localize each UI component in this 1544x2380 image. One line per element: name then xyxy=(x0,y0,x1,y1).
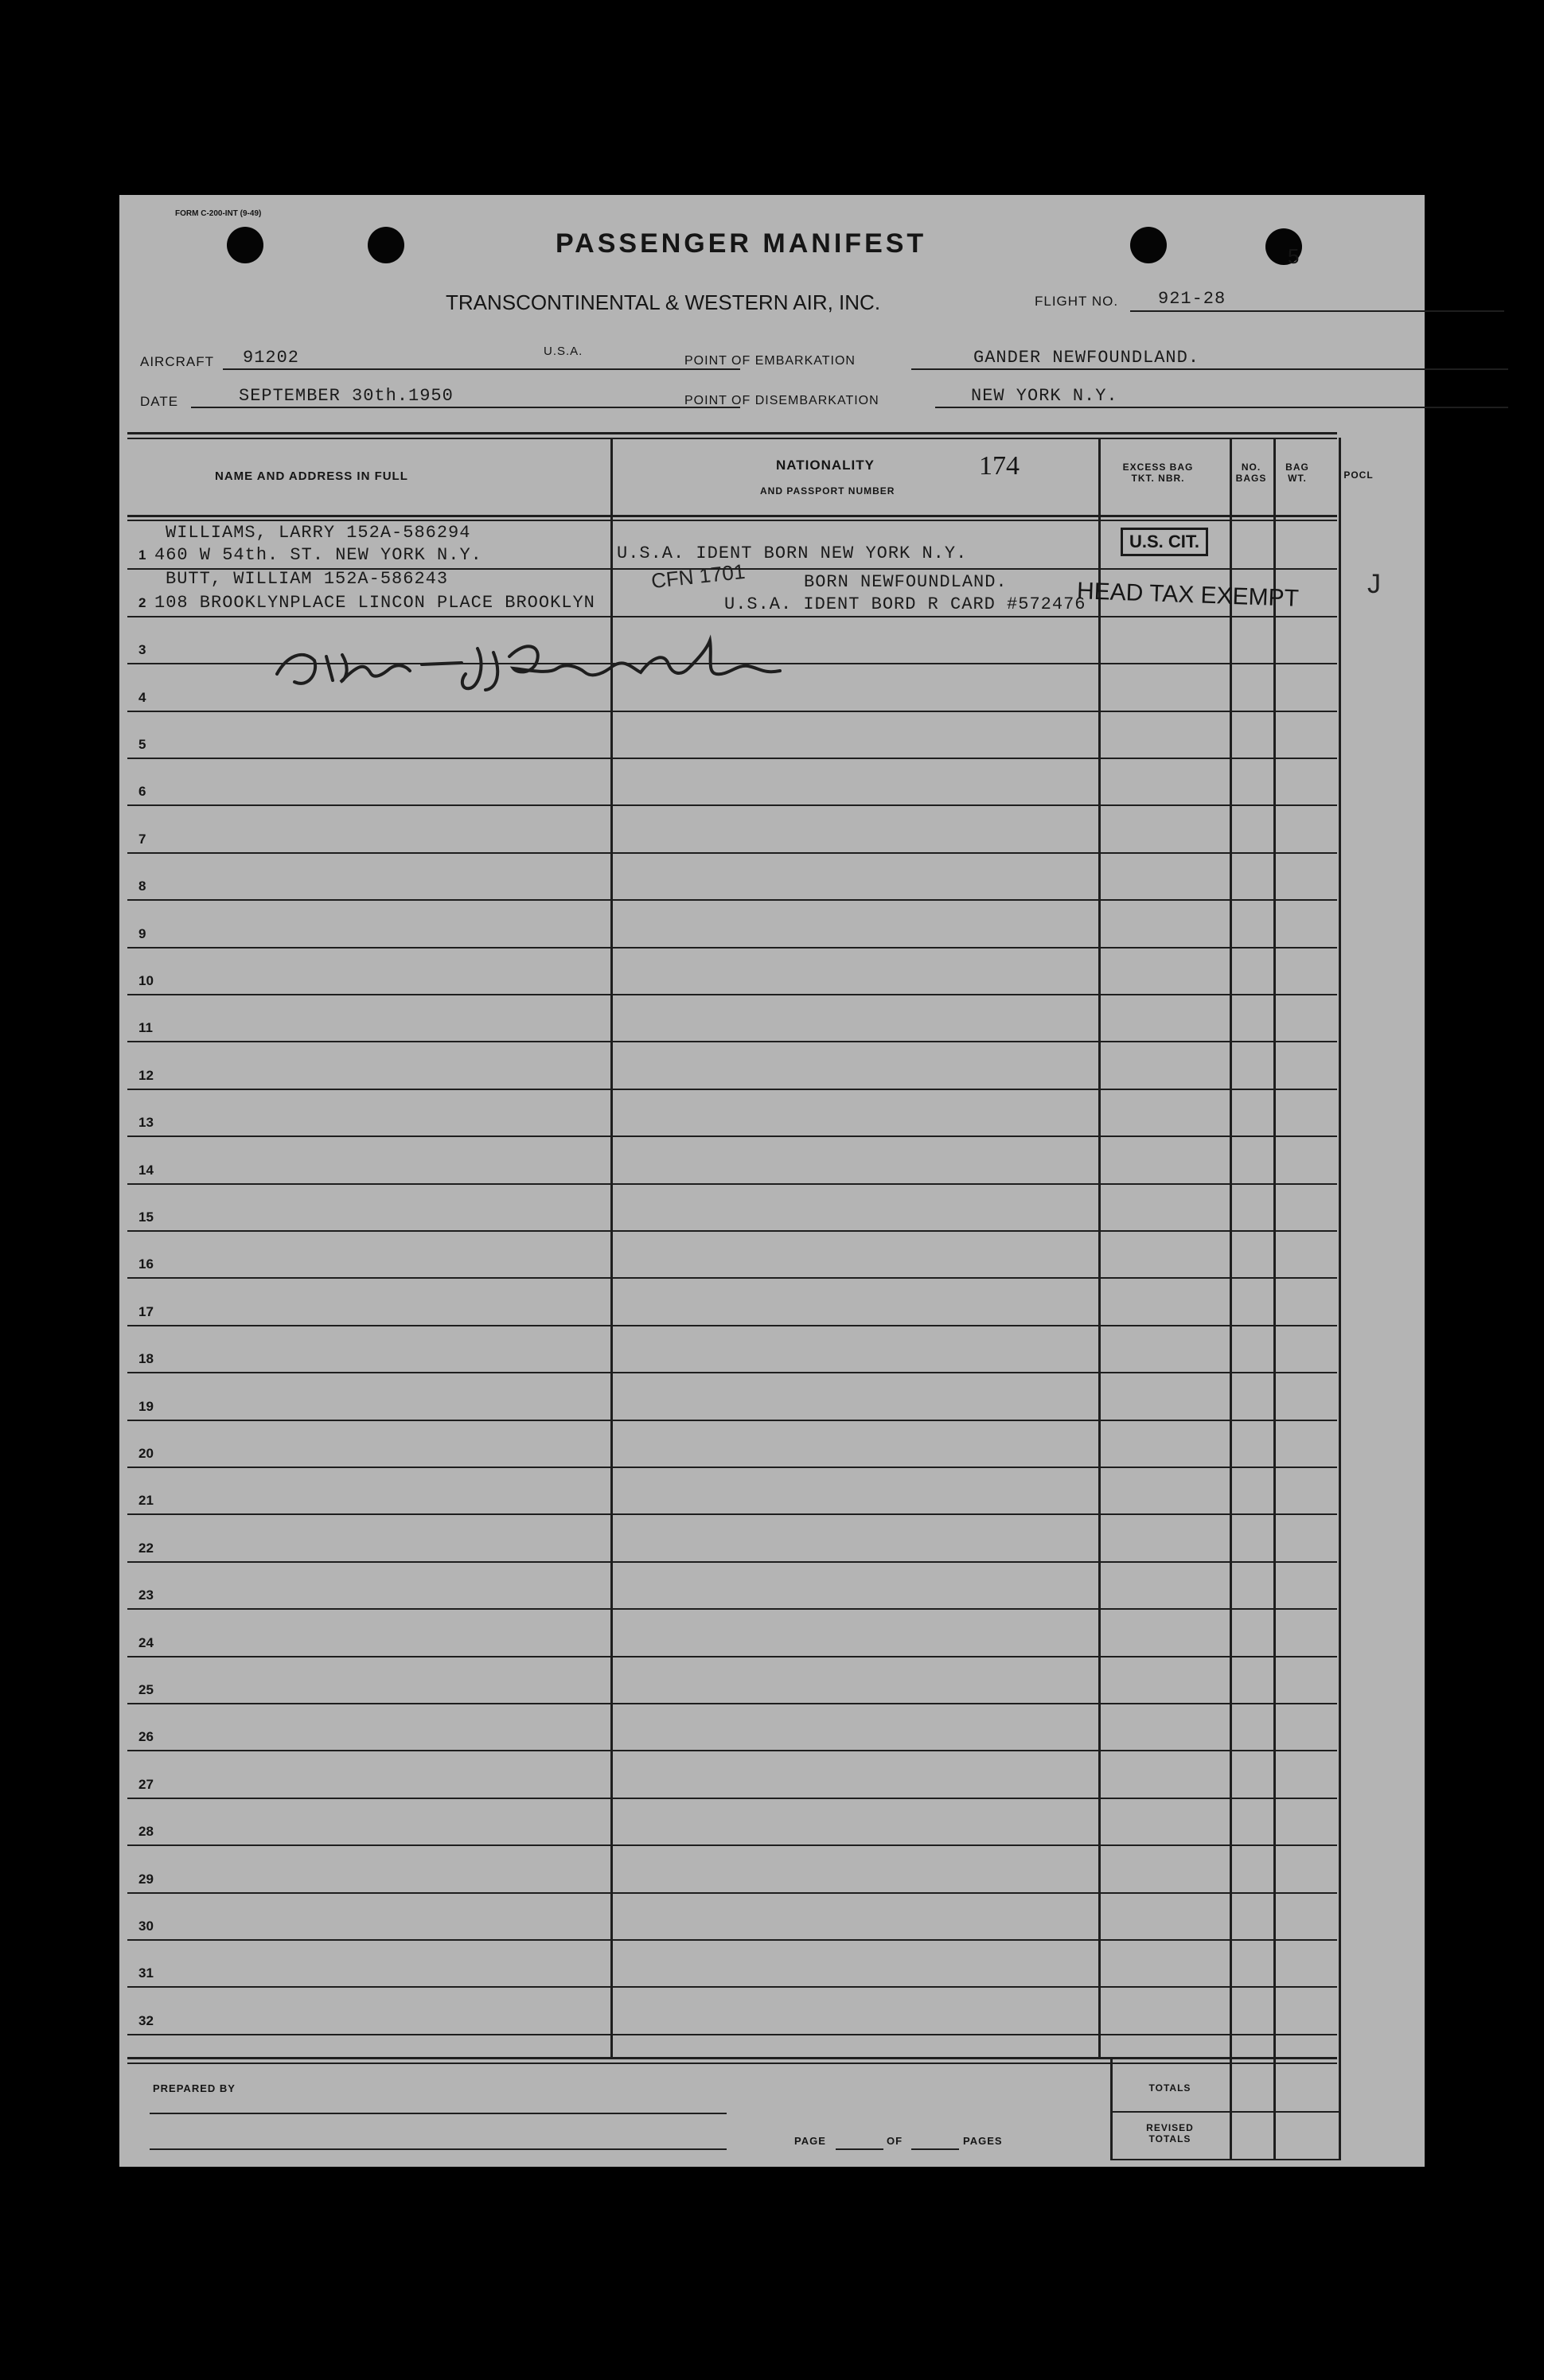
col-header-name: NAME AND ADDRESS IN FULL xyxy=(215,469,408,483)
usa-label: U.S.A. xyxy=(544,345,583,358)
row-divider xyxy=(127,1939,1337,1941)
row-number: 19 xyxy=(138,1399,154,1414)
form-title: PASSENGER MANIFEST xyxy=(556,228,927,259)
entry-2-address: 108 BROOKLYNPLACE LINCON PLACE BROOKLYN xyxy=(154,593,595,613)
row-divider xyxy=(127,994,1337,995)
row-number: 27 xyxy=(138,1777,154,1792)
col-header-excess-bag: EXCESS BAG TKT. NBR. xyxy=(1122,462,1194,484)
row-number: 16 xyxy=(138,1256,154,1272)
entry-2-tax-stamp: HEAD TAX EXEMPT xyxy=(1076,578,1300,612)
row-number: 20 xyxy=(138,1446,154,1461)
row-number: 2 xyxy=(138,595,146,610)
col-header-bag-wt: BAG WT. xyxy=(1285,462,1309,484)
row-divider xyxy=(127,1892,1337,1894)
row-number: 11 xyxy=(138,1020,153,1035)
row-divider xyxy=(127,852,1337,854)
entry-2-nationality: U.S.A. IDENT BORD R CARD #572476 xyxy=(724,594,1086,614)
handwritten-signature xyxy=(271,625,1114,696)
punch-hole xyxy=(368,227,404,263)
row-number: 10 xyxy=(138,973,154,988)
totals-label: TOTALS xyxy=(1148,2082,1191,2094)
row-number: 12 xyxy=(138,1068,154,1083)
row-number: 22 xyxy=(138,1541,154,1556)
row-divider xyxy=(127,1703,1337,1704)
row-divider xyxy=(127,1561,1337,1563)
company-name: TRANSCONTINENTAL & WESTERN AIR, INC. xyxy=(446,290,881,314)
row-divider xyxy=(127,947,1337,948)
row-divider xyxy=(127,1277,1337,1279)
row-divider xyxy=(127,1230,1337,1232)
row-number: 8 xyxy=(138,878,146,894)
entry-2-handwritten-note: CFN 1701 xyxy=(649,559,747,594)
col-header-nationality: NATIONALITY xyxy=(776,458,875,473)
entry-2-check-mark: J xyxy=(1367,569,1381,599)
flight-label: FLIGHT NO. xyxy=(1035,294,1119,309)
row-divider xyxy=(127,1183,1337,1185)
revised-totals-label: REVISED TOTALS xyxy=(1146,2122,1194,2144)
row-divider xyxy=(127,899,1337,901)
row-divider xyxy=(127,1513,1337,1515)
entry-2-name: BUTT, WILLIAM 152A-586243 xyxy=(166,569,449,589)
row-divider xyxy=(127,804,1337,806)
row-number: 21 xyxy=(138,1493,154,1508)
corner-mark: 5 xyxy=(1288,244,1300,268)
row-number: 9 xyxy=(138,926,146,941)
prepared-by-label: PREPARED BY xyxy=(153,2082,236,2094)
entry-1-address: 460 W 54th. ST. NEW YORK N.Y. xyxy=(154,545,482,565)
row-divider xyxy=(127,616,1337,617)
date-value: SEPTEMBER 30th.1950 xyxy=(239,386,454,406)
row-number: 6 xyxy=(138,784,146,799)
disembark-label: POINT OF DISEMBARKATION xyxy=(684,394,879,407)
embark-value: GANDER NEWFOUNDLAND. xyxy=(973,348,1200,368)
row-number: 13 xyxy=(138,1115,154,1130)
row-number: 23 xyxy=(138,1587,154,1603)
row-divider xyxy=(127,1844,1337,1846)
col-header-no-bags: NO. BAGS xyxy=(1235,462,1267,484)
row-number: 5 xyxy=(138,737,146,752)
col-header-passport: AND PASSPORT NUMBER xyxy=(760,485,895,497)
row-number: 26 xyxy=(138,1729,154,1744)
row-number: 29 xyxy=(138,1872,154,1887)
row-divider xyxy=(127,1750,1337,1751)
of-label: OF xyxy=(887,2135,903,2147)
aircraft-label: AIRCRAFT xyxy=(140,354,214,369)
punch-hole xyxy=(1130,227,1167,263)
row-divider xyxy=(127,1325,1337,1326)
row-divider xyxy=(127,1372,1337,1373)
page-label: PAGE xyxy=(794,2135,826,2147)
row-divider xyxy=(127,711,1337,712)
row-divider xyxy=(127,1420,1337,1421)
form-number: FORM C-200-INT (9-49) xyxy=(175,209,262,218)
row-divider xyxy=(127,1089,1337,1090)
row-divider xyxy=(127,1041,1337,1042)
row-divider xyxy=(127,1986,1337,1988)
nationality-stamp: 174 xyxy=(979,451,1020,481)
row-divider xyxy=(127,2034,1337,2035)
row-number: 17 xyxy=(138,1304,154,1319)
row-number: 4 xyxy=(138,690,146,705)
row-number: 31 xyxy=(138,1965,154,1981)
embark-label: POINT OF EMBARKATION xyxy=(684,354,856,368)
row-number: 1 xyxy=(138,547,146,563)
manifest-sheet xyxy=(119,195,1425,2167)
row-number: 18 xyxy=(138,1351,154,1366)
row-number: 15 xyxy=(138,1209,154,1225)
aircraft-value: 91202 xyxy=(243,348,300,368)
row-divider xyxy=(127,1135,1337,1137)
pages-label: PAGES xyxy=(963,2135,1003,2147)
row-number: 24 xyxy=(138,1635,154,1650)
row-number: 3 xyxy=(138,642,146,657)
row-divider xyxy=(127,1467,1337,1468)
flight-value: 921-28 xyxy=(1158,289,1226,309)
row-divider xyxy=(127,1608,1337,1610)
row-number: 25 xyxy=(138,1682,154,1697)
entry-2-birthplace: BORN NEWFOUNDLAND. xyxy=(804,572,1008,592)
row-divider xyxy=(127,1656,1337,1657)
entry-1-citizen-stamp: U.S. CIT. xyxy=(1121,528,1208,556)
punch-hole xyxy=(227,227,263,263)
col-header-poc: POCL xyxy=(1343,469,1374,481)
date-label: DATE xyxy=(140,394,179,409)
row-number: 14 xyxy=(138,1163,154,1178)
disembark-value: NEW YORK N.Y. xyxy=(971,386,1118,406)
row-number: 7 xyxy=(138,832,146,847)
row-number: 32 xyxy=(138,2013,154,2028)
row-divider xyxy=(127,1798,1337,1799)
entry-1-nationality: U.S.A. IDENT BORN NEW YORK N.Y. xyxy=(617,543,968,563)
row-divider xyxy=(127,758,1337,759)
entry-1-name: WILLIAMS, LARRY 152A-586294 xyxy=(166,523,471,543)
row-number: 28 xyxy=(138,1824,154,1839)
row-number: 30 xyxy=(138,1918,154,1934)
